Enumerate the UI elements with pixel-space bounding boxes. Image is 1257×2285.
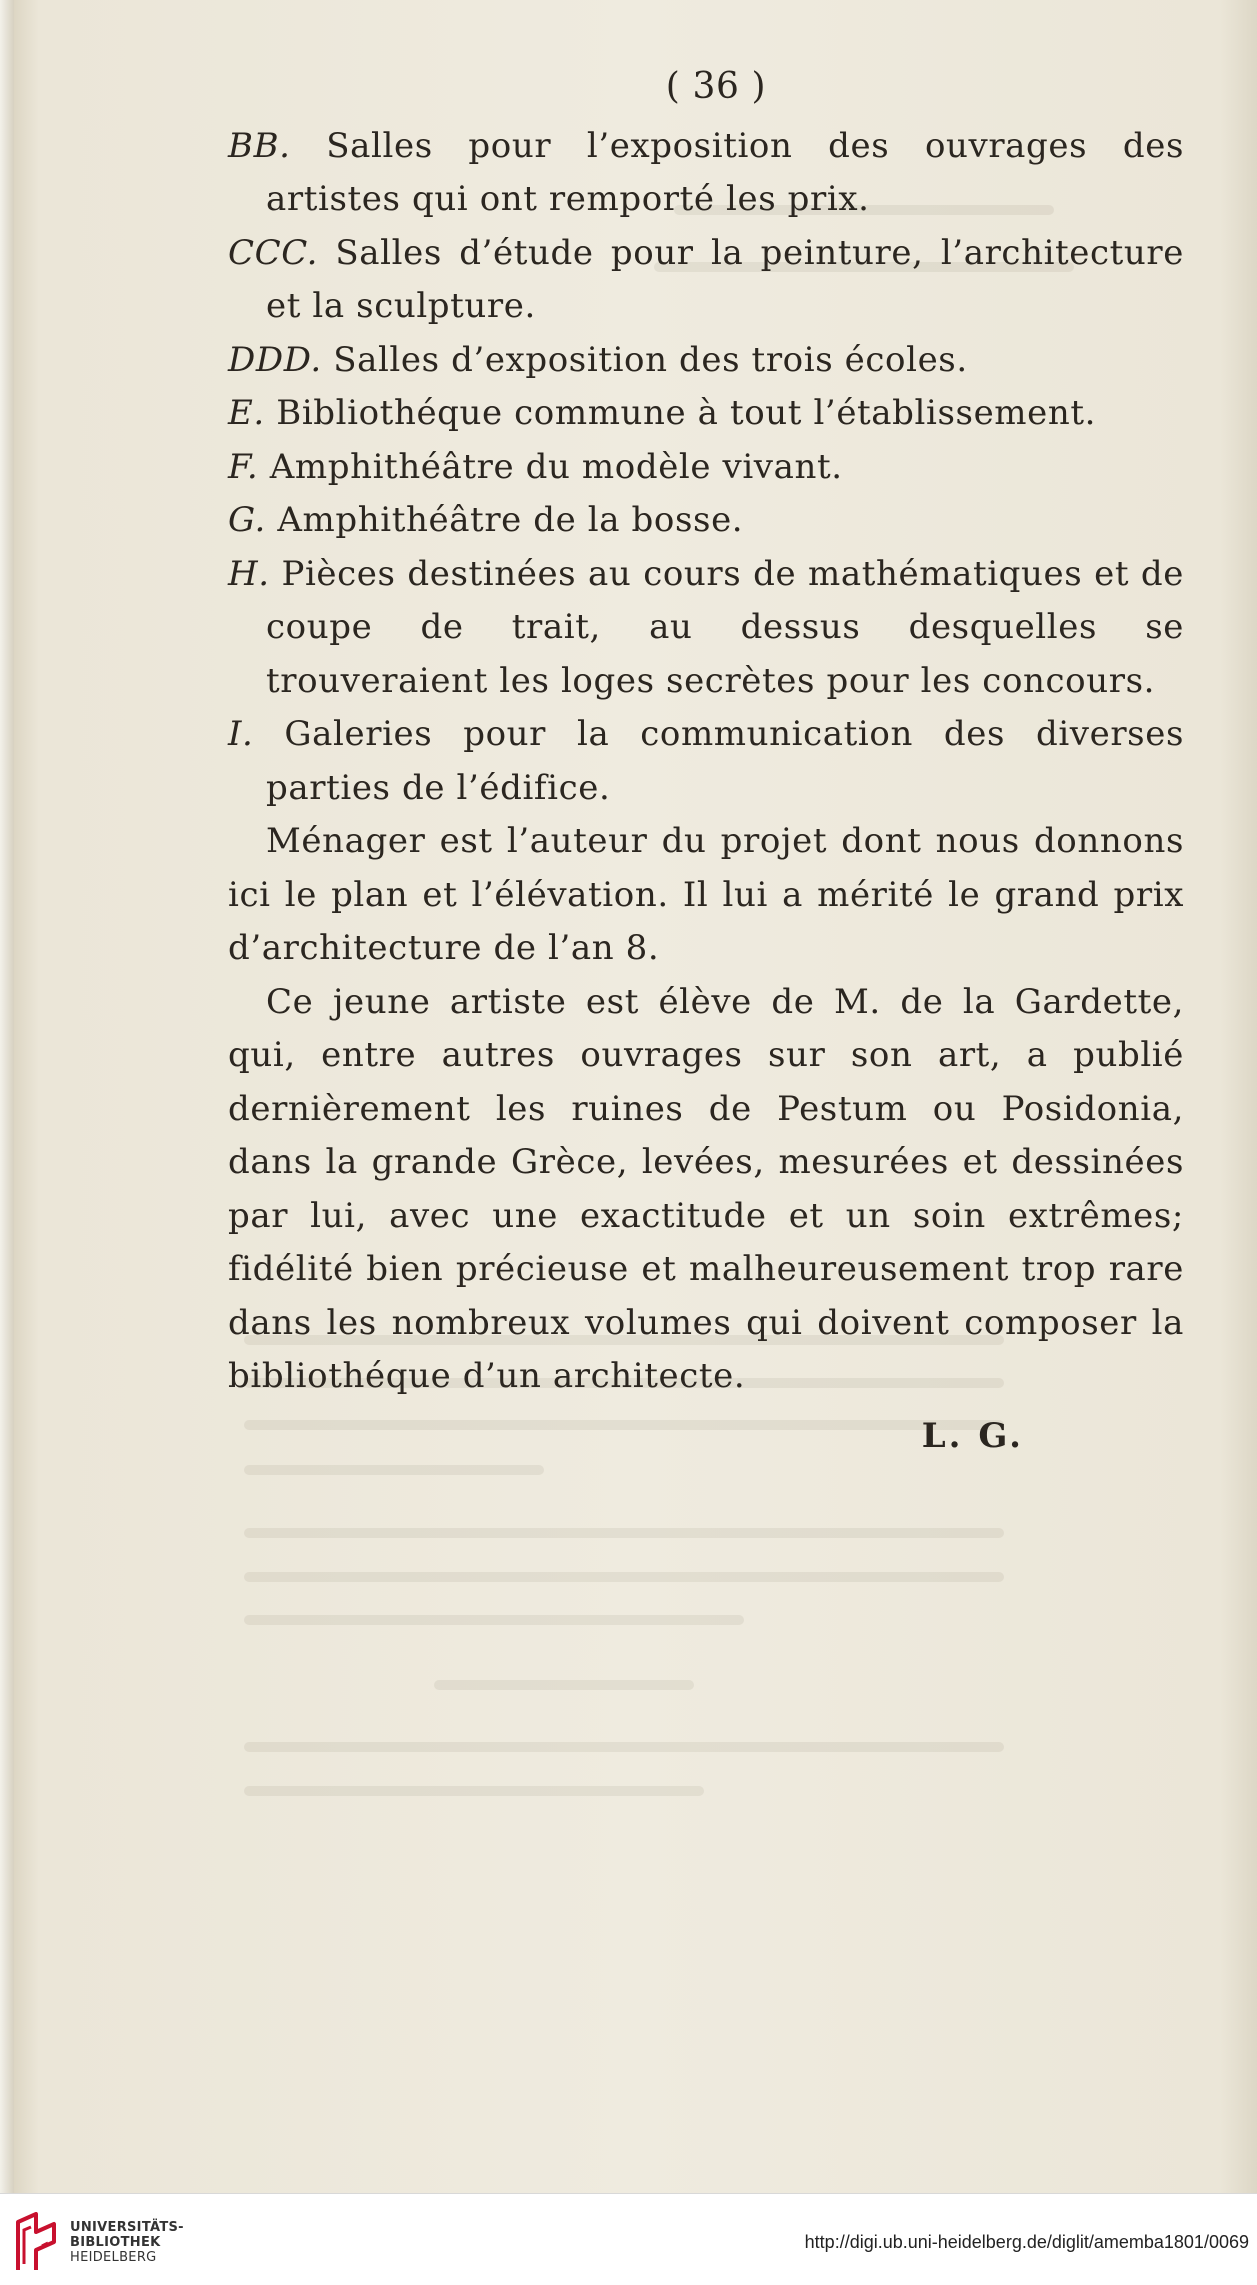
bleed-through-mark	[244, 1742, 1004, 1752]
legend-item-ccc	[228, 227, 1184, 334]
legend-text: Salles d’exposition des trois écoles.	[321, 339, 968, 380]
legend-item-f	[228, 441, 1184, 495]
bleed-through-mark	[244, 1528, 1004, 1538]
bleed-through-mark	[244, 1465, 544, 1475]
library-name-line: UNIVERSITÄTS-	[70, 2220, 184, 2235]
paragraph-author: Ménager est l’auteur du projet dont nous donnons ici le plan et l’élévation. Il lui a mérité le grand prix d’architecture de l’an 8.	[228, 821, 1184, 968]
legend-text: Galeries pour la communication des diverses parties de l’édifice.	[253, 714, 1184, 808]
page-number: ( 36 )	[665, 66, 767, 107]
footer-bar	[0, 2193, 1257, 2285]
page-text	[228, 60, 1184, 1463]
legend-text: Pièces destinées au cours de mathématiques et de coupe de trait, au dessus desquelles se trouveraient les loges secrètes pour les concours.	[266, 553, 1184, 701]
paragraph-artist: Ce jeune artiste est élève de M. de la Gardette, qui, entre autres ouvrages sur son art, a publié dernièrement les ruines de Pestum ou Posidonia, dans la grande Grèce, levées, mesurées et dessinées par lui, avec une exactitude et un soin extrêmes; fidélité bien précieuse et malheureusement trop rare dans les nombreux volumes qui doivent composer la bibliothéque d’un architecte.	[228, 981, 1184, 1396]
legend-letter: BB.	[228, 125, 291, 166]
bleed-through-mark	[244, 1615, 744, 1625]
legend-text: Bibliothéque commune à tout l’établissement.	[264, 393, 1097, 433]
legend-item-ddd	[228, 334, 1184, 388]
legend-letter: H.	[228, 553, 270, 594]
bleed-through-mark	[244, 1786, 704, 1796]
legend-item-bb	[228, 120, 1184, 227]
library-name-line: BIBLIOTHEK	[70, 2235, 161, 2250]
legend-item-h	[228, 548, 1184, 709]
legend-text: Salles d’étude pour la peinture, l’architecture et la sculpture.	[266, 232, 1184, 326]
legend-item-e	[228, 387, 1184, 441]
library-name	[70, 2220, 184, 2265]
legend-letter: G.	[228, 500, 266, 540]
legend-text: Amphithéâtre du modèle vivant.	[258, 446, 843, 487]
legend-text: Amphithéâtre de la bosse.	[265, 500, 744, 540]
signature: L. G.	[921, 1415, 1024, 1456]
legend-letter: F.	[228, 446, 259, 487]
legend-letter: I.	[228, 714, 254, 754]
legend-letter: CCC.	[228, 232, 319, 273]
university-library-logo-icon	[14, 2212, 60, 2274]
bleed-through-mark	[434, 1680, 694, 1690]
legend-item-g	[228, 494, 1184, 548]
page-binding-edge	[0, 0, 14, 2193]
legend-item-i	[228, 708, 1184, 815]
legend-letter: E.	[228, 393, 265, 433]
legend-text: Salles pour l’exposition des ouvrages des artistes qui ont remporté les prix.	[266, 125, 1184, 219]
library-name-line: HEIDELBERG	[70, 2250, 157, 2265]
legend-letter: DDD.	[228, 339, 322, 380]
bleed-through-mark	[244, 1572, 1004, 1582]
source-url-link[interactable]: http://digi.ub.uni-heidelberg.de/diglit/amemba1801/0069	[804, 2232, 1249, 2252]
